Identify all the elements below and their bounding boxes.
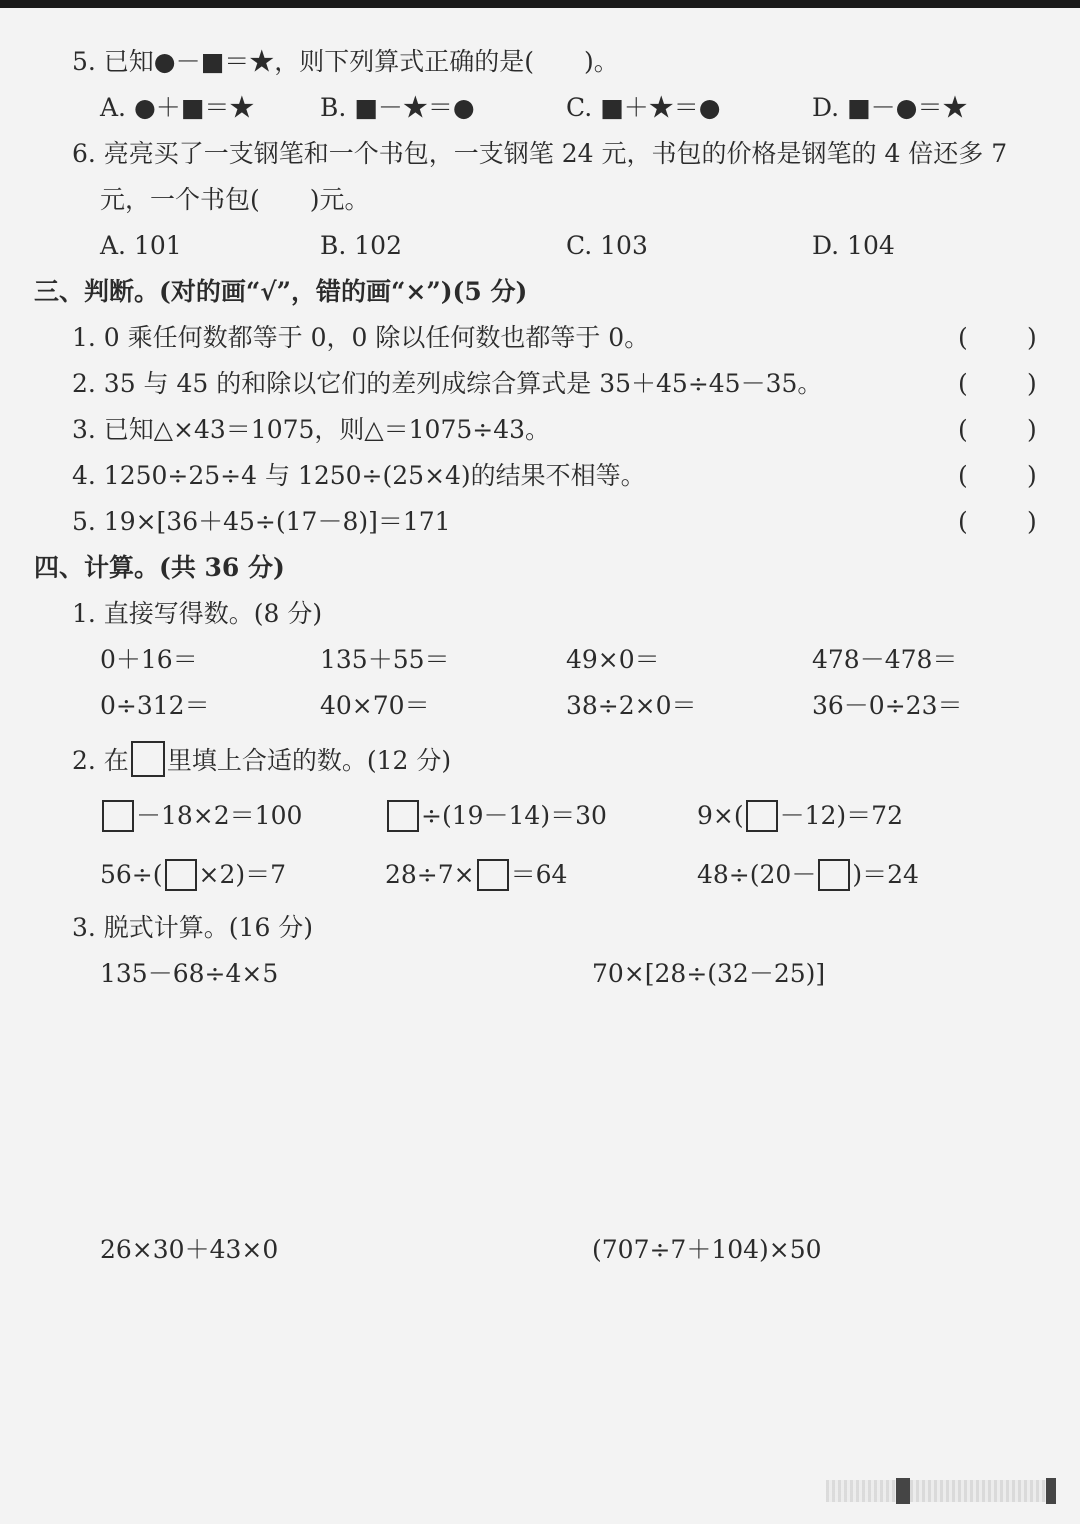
step-calc-problem-4: (707÷7＋104)×50 xyxy=(592,1235,822,1264)
direct-calc-item: 0÷312＝ xyxy=(100,691,210,720)
answer-box[interactable] xyxy=(165,859,197,891)
answer-paren-right-1: ) xyxy=(1027,323,1037,352)
step-calc-title: 3. 脱式计算。(16 分) xyxy=(72,913,314,942)
q6-stem-line1: 6. 亮亮买了一支钢笔和一个书包，一支钢笔 24 元，书包的价格是钢笔的 4 倍还多 7 xyxy=(72,139,1008,168)
answer-box[interactable] xyxy=(746,800,778,832)
fill-expr-text: －12)＝72 xyxy=(779,801,903,830)
answer-paren-right-4: ) xyxy=(1027,461,1037,490)
judge-item-4: 4. 1250÷25÷4 与 1250÷(25×4)的结果不相等。 xyxy=(72,461,646,490)
q5-option-d: D. ■－●＝★ xyxy=(812,93,968,122)
section-calc-heading: 四、计算。(共 36 分) xyxy=(34,553,285,582)
fill-expr-text: ＝64 xyxy=(510,860,568,889)
watermark-barcode-icon xyxy=(826,1480,1056,1502)
q6-option-d: D. 104 xyxy=(812,231,895,260)
q5-stem: 5. 已知●－■＝★，则下列算式正确的是( )。 xyxy=(72,47,619,76)
judge-item-2: 2. 35 与 45 的和除以它们的差列成综合算式是 35＋45÷45－35。 xyxy=(72,369,823,398)
step-calc-problem-2: 70×[28÷(32－25)] xyxy=(592,959,826,988)
answer-box[interactable] xyxy=(818,859,850,891)
fill-expr-text: ×2)＝7 xyxy=(198,860,287,889)
q6-option-a: A. 101 xyxy=(100,231,182,260)
step-calc-problem-1: 135－68÷4×5 xyxy=(100,959,279,988)
fill-blank-title xyxy=(72,741,451,778)
fill-item-1 xyxy=(100,799,302,833)
section-judge-heading: 三、判断。(对的画“√”，错的画“×”)(5 分) xyxy=(34,277,528,306)
answer-paren-left-4: ( xyxy=(958,461,968,490)
answer-paren-left-3: ( xyxy=(958,415,968,444)
fill-expr-text: ÷(19－14)＝30 xyxy=(421,801,607,830)
fill-expr-text: 9×( xyxy=(697,801,744,830)
answer-paren-right-2: ) xyxy=(1027,369,1037,398)
fill-expr-text: 48÷(20－ xyxy=(697,860,817,889)
answer-box[interactable] xyxy=(387,800,419,832)
answer-box[interactable] xyxy=(477,859,509,891)
direct-calc-item: 38÷2×0＝ xyxy=(566,691,697,720)
answer-paren-left-2: ( xyxy=(958,369,968,398)
direct-calc-item: 36－0÷23＝ xyxy=(812,691,963,720)
answer-paren-right-3: ) xyxy=(1027,415,1037,444)
judge-item-1: 1. 0 乘任何数都等于 0，0 除以任何数也都等于 0。 xyxy=(72,323,650,352)
answer-paren-right-5: ) xyxy=(1027,507,1037,536)
fill-item-3 xyxy=(697,799,903,833)
top-edge xyxy=(0,0,1080,8)
q5-option-c: C. ■＋★＝● xyxy=(566,93,721,122)
direct-calc-title: 1. 直接写得数。(8 分) xyxy=(72,599,323,628)
q5-option-b: B. ■－★＝● xyxy=(320,93,475,122)
fill-item-5 xyxy=(385,858,567,892)
answer-box[interactable] xyxy=(102,800,134,832)
blank-box-icon xyxy=(131,741,165,777)
fill-title-suffix: 里填上合适的数。(12 分) xyxy=(166,746,452,775)
fill-expr-text: －18×2＝100 xyxy=(136,801,303,830)
step-calc-problem-3: 26×30＋43×0 xyxy=(100,1235,279,1264)
direct-calc-item: 0＋16＝ xyxy=(100,645,198,674)
fill-expr-text: )＝24 xyxy=(852,860,919,889)
fill-expr-text: 56÷( xyxy=(100,860,163,889)
direct-calc-item: 49×0＝ xyxy=(566,645,660,674)
judge-item-5: 5. 19×[36＋45÷(17－8)]＝171 xyxy=(72,507,451,536)
q6-option-c: C. 103 xyxy=(566,231,648,260)
fill-item-6 xyxy=(697,858,919,892)
direct-calc-item: 478－478＝ xyxy=(812,645,958,674)
q6-option-b: B. 102 xyxy=(320,231,402,260)
q6-stem-line2: 元，一个书包( )元。 xyxy=(100,185,370,214)
direct-calc-item: 135＋55＝ xyxy=(320,645,450,674)
answer-paren-left-5: ( xyxy=(958,507,968,536)
direct-calc-item: 40×70＝ xyxy=(320,691,430,720)
q5-option-a: A. ●＋■＝★ xyxy=(100,93,255,122)
fill-item-2 xyxy=(385,799,607,833)
judge-item-3: 3. 已知△×43＝1075，则△＝1075÷43。 xyxy=(72,415,551,444)
fill-item-4 xyxy=(100,858,286,892)
fill-title-prefix: 2. 在 xyxy=(72,746,129,775)
answer-paren-left-1: ( xyxy=(958,323,968,352)
fill-expr-text: 28÷7× xyxy=(385,860,475,889)
